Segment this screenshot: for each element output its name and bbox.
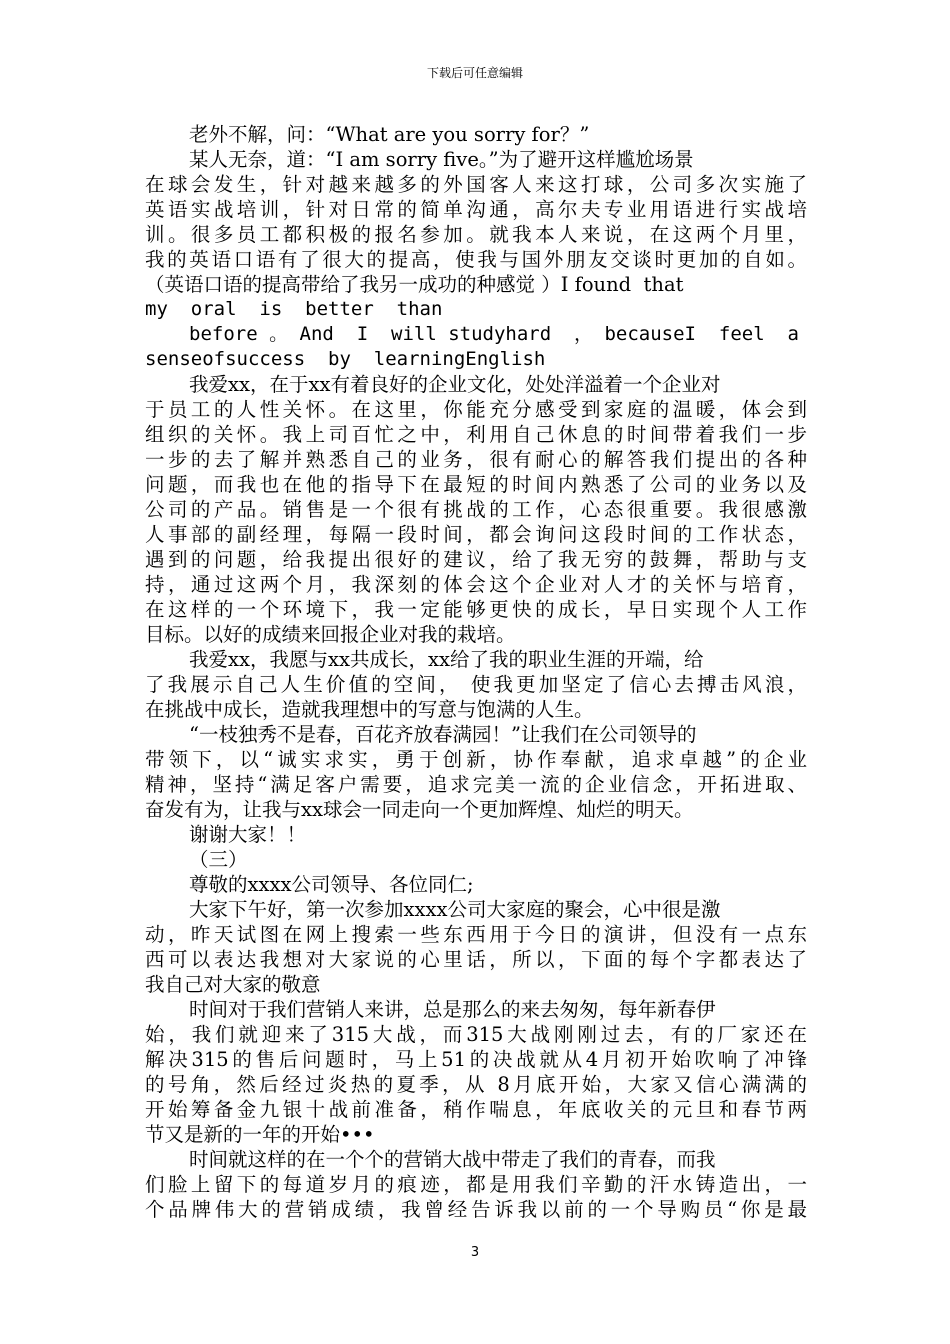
text-line: 精神，坚持“满足客户需要，追求完美一流的企业信念，开拓进取、	[145, 773, 807, 796]
text-line: before 。 And I will studyhard ， becauseI feel a	[189, 323, 799, 345]
text-line: 谢谢大家！！	[189, 823, 307, 846]
text-line: 问题，而我也在他的指导下在最短的时间内熟悉了公司的业务以及	[145, 473, 807, 496]
text-line: 人事部的副经理，每隔一段时间，都会询问这段时间的工作状态，	[145, 523, 807, 546]
text-line: 我爱xx，我愿与xx共成长，xx给了我的职业生涯的开端，给	[189, 648, 704, 671]
text-line: 在这样的一个环境下，我一定能够更快的成长，早日实现个人工作	[145, 598, 807, 621]
page-header: 下载后可任意编辑	[426, 66, 523, 80]
text-line: 的号角，然后经过炎热的夏季，从 8月底开始，大家又信心满满的	[145, 1073, 807, 1096]
text-line: 奋发有为，让我与xx球会一同走向一个更加辉煌、灿烂的明天。	[145, 798, 694, 821]
text-line: 动，昨天试图在网上搜索一些东西用于今日的演讲，但没有一点东	[145, 923, 807, 946]
text-line: 组织的关怀。我上司百忙之中，利用自己休息的时间带着我们一步	[145, 423, 807, 446]
text-line: 公司的产品。销售是一个很有挑战的工作，心态很重要。我很感激	[145, 498, 807, 521]
text-line: 于员工的人性关怀。在这里，你能充分感受到家庭的温暖，体会到	[145, 398, 807, 421]
text-line: 在挑战中成长，造就我理想中的写意与饱满的人生。	[145, 698, 594, 721]
page-number: 3	[470, 1245, 480, 1260]
text-line: 带领下，以“诚实求实，勇于创新，协作奉献，追求卓越”的企业	[145, 748, 807, 771]
text-line: 目标。以好的成绩来回报企业对我的栽培。	[145, 623, 516, 646]
text-line: 时间就这样的在一个个的营销大战中带走了我们的青春，而我	[189, 1148, 716, 1171]
text-line: 解决315的售后问题时，马上51的决战就从4月初开始吹响了冲锋	[145, 1048, 807, 1071]
document-body	[145, 122, 807, 1222]
text-line: 我的英语口语有了很大的提高，使我与国外朋友交谈时更加的自如。	[145, 248, 807, 271]
text-line: 开始筹备金九银十战前准备，稍作喘息，年底收关的元旦和春节两	[145, 1098, 807, 1121]
text-line: 一步的去了解并熟悉自己的业务，很有耐心的解答我们提出的各种	[145, 448, 807, 471]
text-line: 我自己对大家的敬意	[145, 973, 321, 996]
text-line: 了我展示自己人生价值的空间， 使我更加坚定了信心去搏击风浪，	[145, 673, 807, 696]
text-line: 在球会发生，针对越来越多的外国客人来这打球，公司多次实施了	[145, 173, 807, 196]
text-line: （英语口语的提高带给了我另一成功的种感觉 ）I found that	[145, 273, 684, 296]
text-line: 英语实战培训，针对日常的简单沟通，高尔夫专业用语进行实战培	[145, 198, 807, 221]
text-line: 们脸上留下的每道岁月的痕迹，都是用我们辛勤的汗水铸造出，一	[145, 1173, 807, 1196]
text-line: 始，我们就迎来了315大战，而315大战刚刚过去，有的厂家还在	[145, 1023, 807, 1046]
text-line: 遇到的问题，给我提出很好的建议，给了我无穷的鼓舞，帮助与支	[145, 548, 807, 571]
text-line: senseofsuccess by learningEnglish	[145, 348, 546, 370]
text-line: “一枝独秀不是春，百花齐放春满园！”让我们在公司领导的	[189, 723, 697, 746]
text-line: 某人无奈，道：“I am sorry five。”为了避开这样尴尬场景	[189, 148, 694, 171]
text-line: 个品牌伟大的营销成绩，我曾经告诉我以前的一个导购员“你是最	[145, 1198, 807, 1221]
text-line: 训。很多员工都积极的报名参加。就我本人来说，在这两个月里，	[145, 223, 807, 246]
text-line: 西可以表达我想对大家说的心里话，所以，下面的每个字都表达了	[145, 948, 807, 971]
text-line: 我爱xx，在于xx有着良好的企业文化，处处洋溢着一个企业对	[189, 373, 721, 396]
text-line: my oral is better than	[145, 298, 443, 320]
text-line: 时间对于我们营销人来讲，总是那么的来去匆匆，每年新春伊	[189, 998, 716, 1021]
text-line: 节又是新的一年的开始•••	[145, 1123, 375, 1146]
text-line: 持，通过这两个月，我深刻的体会这个企业对人才的关怀与培育，	[145, 573, 807, 596]
text-line: 大家下午好，第一次参加xxxx公司大家庭的聚会，心中很是激	[189, 898, 721, 921]
text-line: （三）	[189, 848, 248, 871]
text-line: 尊敬的xxxx公司领导、各位同仁;	[189, 873, 474, 896]
text-line: 老外不解，问：“What are you sorry for？”	[189, 123, 590, 146]
